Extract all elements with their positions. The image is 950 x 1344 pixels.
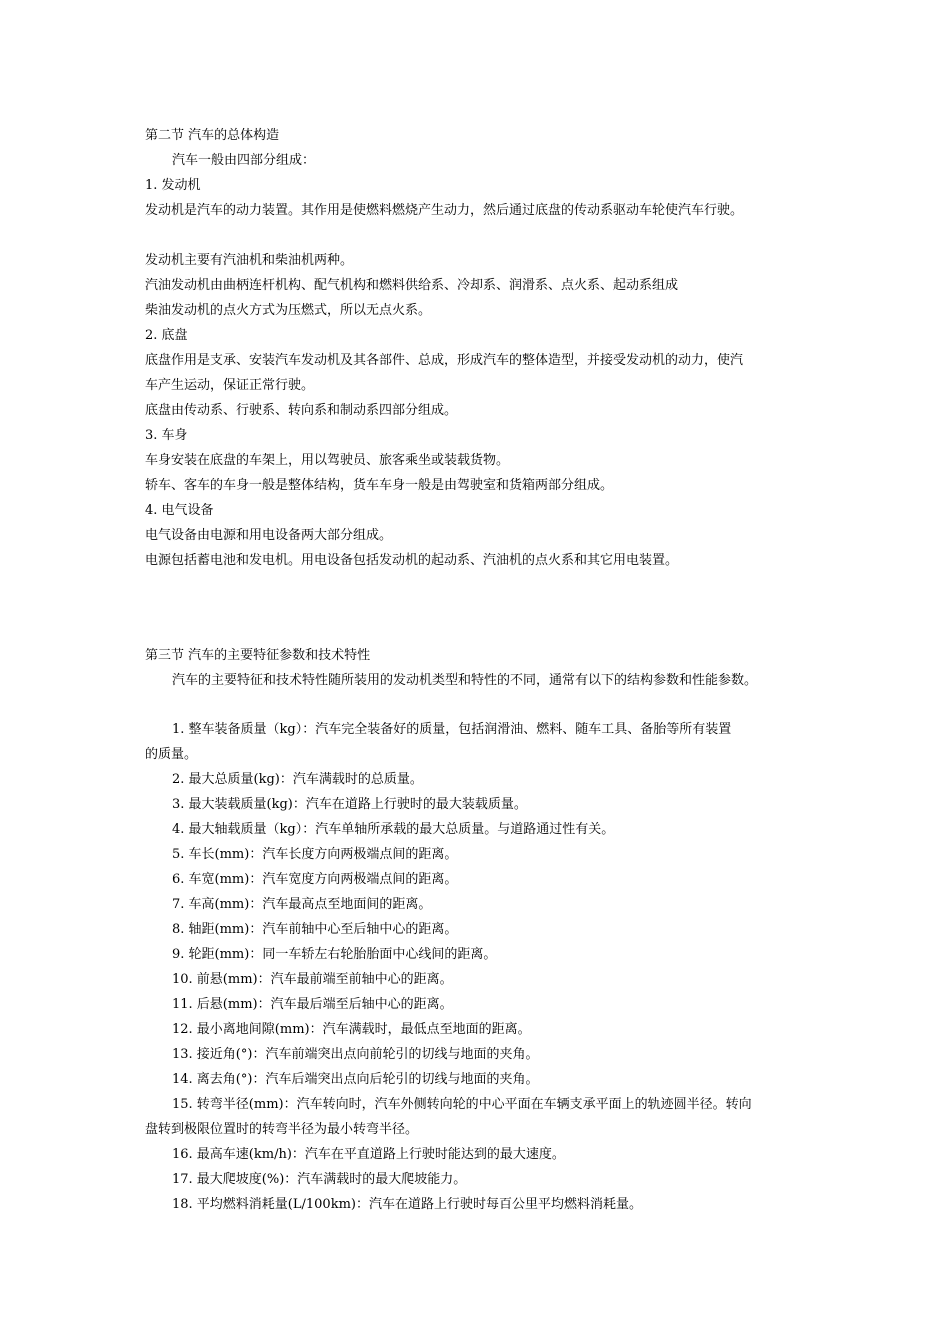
param-item-7: 7. 车高(mm)：汽车最高点至地面间的距离。	[172, 897, 432, 912]
param-item-1-line-1: 1. 整车装备质量（kg）：汽车完全装备好的质量，包括润滑油、燃料、随车工具、备胎等所有装置	[172, 722, 732, 737]
param-item-12: 12. 最小离地间隙(mm)：汽车满载时，最低点至地面的距离。	[172, 1022, 531, 1037]
param-item-16: 16. 最高车速(km/h)：汽车在平直道路上行驶时能达到的最大速度。	[172, 1147, 565, 1162]
param-item-11: 11. 后悬(mm)：汽车最后端至后轴中心的距离。	[172, 997, 453, 1012]
param-item-13: 13. 接近角(°)：汽车前端突出点向前轮引的切线与地面的夹角。	[172, 1047, 539, 1062]
chassis-title: 2. 底盘	[145, 328, 188, 343]
body-title: 3. 车身	[145, 428, 188, 443]
param-item-1-line-2: 的质量。	[145, 747, 198, 762]
param-item-14: 14. 离去角(°)：汽车后端突出点向后轮引的切线与地面的夹角。	[172, 1072, 539, 1087]
param-item-9: 9. 轮距(mm)：同一车轿左右轮胎胎面中心线间的距离。	[172, 947, 497, 962]
engine-paragraph-4: 柴油发动机的点火方式为压燃式，所以无点火系。	[145, 303, 432, 318]
param-item-15-line-2: 盘转到极限位置时的转弯半径为最小转弯半径。	[145, 1122, 419, 1137]
param-item-18: 18. 平均燃料消耗量(L/100km)：汽车在道路上行驶时每百公里平均燃料消耗量。	[172, 1197, 642, 1212]
param-item-8: 8. 轴距(mm)：汽车前轴中心至后轴中心的距离。	[172, 922, 458, 937]
section-2-intro: 汽车一般由四部分组成：	[172, 153, 316, 168]
body-paragraph-1: 车身安装在底盘的车架上，用以驾驶员、旅客乘坐或装载货物。	[145, 453, 510, 468]
electrical-title: 4. 电气设备	[145, 503, 214, 518]
param-item-3: 3. 最大装载质量(kg)：汽车在道路上行驶时的最大装载质量。	[172, 797, 527, 812]
param-item-5: 5. 车长(mm)：汽车长度方向两极端点间的距离。	[172, 847, 458, 862]
param-item-2: 2. 最大总质量(kg)：汽车满载时的总质量。	[172, 772, 423, 787]
param-item-15-line-1: 15. 转弯半径(mm)：汽车转向时，汽车外侧转向轮的中心平面在车辆支承平面上的轨迹圆半径。转向	[172, 1097, 752, 1112]
body-paragraph-2: 轿车、客车的车身一般是整体结构，货车车身一般是由驾驶室和货箱两部分组成。	[145, 478, 614, 493]
param-item-6: 6. 车宽(mm)：汽车宽度方向两极端点间的距离。	[172, 872, 458, 887]
engine-paragraph-2: 发动机主要有汽油机和柴油机两种。	[145, 253, 354, 268]
param-item-4: 4. 最大轴载质量（kg）：汽车单轴所承载的最大总质量。与道路通过性有关。	[172, 822, 615, 837]
section-2-heading: 第二节 汽车的总体构造	[145, 128, 280, 143]
chassis-paragraph-1-line-1: 底盘作用是支承、安装汽车发动机及其各部件、总成，形成汽车的整体造型，并接受发动机的动力，使汽	[145, 353, 744, 368]
electrical-paragraph-2: 电源包括蓄电池和发电机。用电设备包括发动机的起动系、汽油机的点火系和其它用电装置。	[145, 553, 679, 568]
param-item-17: 17. 最大爬坡度(%)：汽车满载时的最大爬坡能力。	[172, 1172, 467, 1187]
engine-paragraph-3: 汽油发动机由曲柄连杆机构、配气机构和燃料供给系、冷却系、润滑系、点火系、起动系组成	[145, 278, 679, 293]
chassis-paragraph-2: 底盘由传动系、行驶系、转向系和制动系四部分组成。	[145, 403, 458, 418]
section-3-heading: 第三节 汽车的主要特征参数和技术特性	[145, 648, 371, 663]
section-3-intro: 汽车的主要特征和技术特性随所装用的发动机类型和特性的不同，通常有以下的结构参数和性能参数。	[172, 673, 758, 688]
electrical-paragraph-1: 电气设备由电源和用电设备两大部分组成。	[145, 528, 393, 543]
engine-title: 1. 发动机	[145, 178, 201, 193]
chassis-paragraph-1-line-2: 车产生运动，保证正常行驶。	[145, 378, 315, 393]
param-item-10: 10. 前悬(mm)：汽车最前端至前轴中心的距离。	[172, 972, 453, 987]
engine-paragraph-1: 发动机是汽车的动力装置。其作用是使燃料燃烧产生动力，然后通过底盘的传动系驱动车轮使汽车行驶。	[145, 203, 744, 218]
